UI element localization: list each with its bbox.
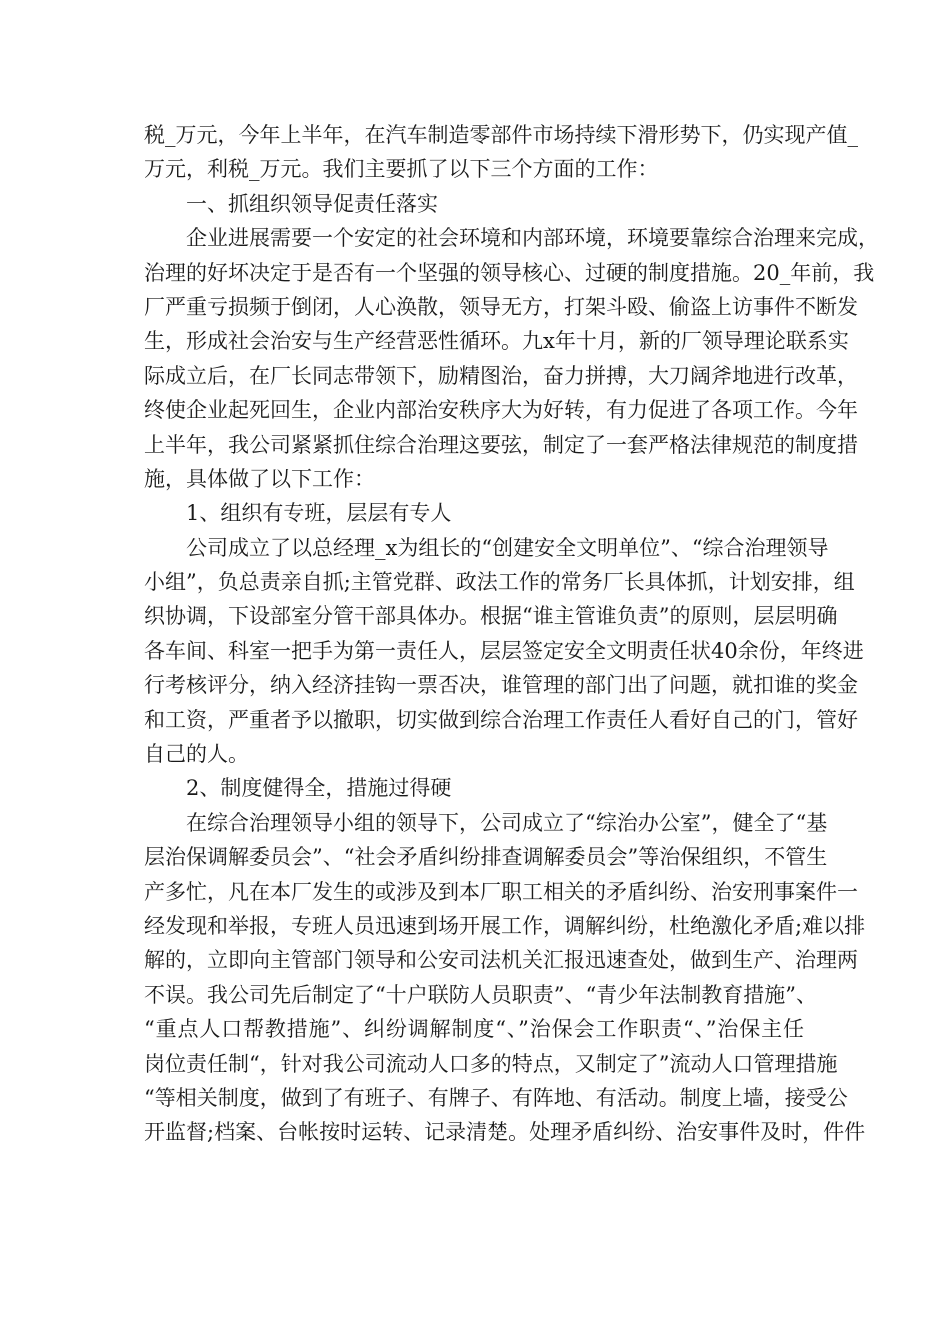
text-line: 行考核评分，纳入经济挂钩一票否决，谁管理的部门出了问题，就扣谁的奖金 xyxy=(144,673,858,698)
text-line: 1、组织有专班，层层有专人 xyxy=(186,501,452,526)
text-line: 小组”，负总责亲自抓;主管党群、政法工作的常务厂长具体抓，计划安排，组 xyxy=(144,570,855,595)
text-line: 生，形成社会治安与生产经营恶性循环。九x年十月，新的厂领导理论联系实 xyxy=(144,329,849,354)
text-line: 2、制度健得全，措施过得硬 xyxy=(186,776,452,801)
text-line: 万元，利税_万元。我们主要抓了以下三个方面的工作： xyxy=(144,157,659,182)
text-line: 际成立后，在厂长同志带领下，励精图治，奋力拼搏，大刀阔斧地进行改革， xyxy=(144,363,858,388)
text-line: 岗位责任制“，针对我公司流动人口多的特点，又制定了”流动人口管理措施 xyxy=(144,1051,838,1076)
text-line: 经发现和举报，专班人员迅速到场开展工作，调解纠纷，杜绝激化矛盾;难以排 xyxy=(144,913,866,938)
text-line: 自己的人。 xyxy=(144,742,249,767)
text-line: 在综合治理领导小组的领导下，公司成立了“综治办公室”，健全了“基 xyxy=(186,810,828,835)
text-line: 公司成立了以总经理_x为组长的“创建安全文明单位”、“综合治理领导 xyxy=(186,535,829,560)
document-body xyxy=(144,118,879,1150)
text-line: 税_万元，今年上半年，在汽车制造零部件市场持续下滑形势下，仍实现产值_ xyxy=(144,123,858,147)
text-line: 解的，立即向主管部门领导和公安司法机关汇报迅速查处，做到生产、治理两 xyxy=(144,948,858,973)
text-line: 层治保调解委员会”、“社会矛盾纠纷排查调解委员会”等治保组织，不管生 xyxy=(144,845,828,870)
text-line: 企业进展需要一个安定的社会环境和内部环境，环境要靠综合治理来完成， xyxy=(186,226,879,251)
text-line: 一、抓组织领导促责任落实 xyxy=(186,191,438,216)
text-line: 上半年，我公司紧紧抓住综合治理这要弦，制定了一套严格法律规范的制度措 xyxy=(144,432,858,457)
text-line: 施，具体做了以下工作： xyxy=(144,466,375,491)
text-line: 治理的好坏决定于是否有一个坚强的领导核心、过硬的制度措施。20_年前，我 xyxy=(144,260,875,285)
text-line: 产多忙，凡在本厂发生的或涉及到本厂职工相关的矛盾纠纷、治安刑事案件一 xyxy=(144,879,858,904)
text-line: 不误。我公司先后制定了“十户联防人员职责”、“青少年法制教育措施”、 xyxy=(144,982,817,1007)
text-line: “重点人口帮教措施”、纠纷调解制度“、”治保会工作职责“、”治保主任 xyxy=(144,1017,804,1042)
text-line: 终使企业起死回生，企业内部治安秩序大为好转，有力促进了各项工作。今年 xyxy=(144,398,858,423)
text-line: 织协调，下设部室分管干部具体办。根据“谁主管谁负责”的原则，层层明确 xyxy=(144,604,838,629)
text-line: 厂严重亏损频于倒闭，人心涣散，领导无方，打架斗殴、偷盗上访事件不断发 xyxy=(144,294,858,319)
text-line: 开监督;档案、台帐按时运转、记录清楚。处理矛盾纠纷、治安事件及时，件件 xyxy=(144,1120,866,1145)
text-line: “等相关制度，做到了有班子、有牌子、有阵地、有活动。制度上墙，接受公 xyxy=(144,1085,848,1110)
text-line: 各车间、科室一把手为第一责任人，层层签定安全文明责任状40余份，年终进 xyxy=(144,638,864,663)
text-line: 和工资，严重者予以撤职，切实做到综合治理工作责任人看好自己的门，管好 xyxy=(144,707,858,732)
